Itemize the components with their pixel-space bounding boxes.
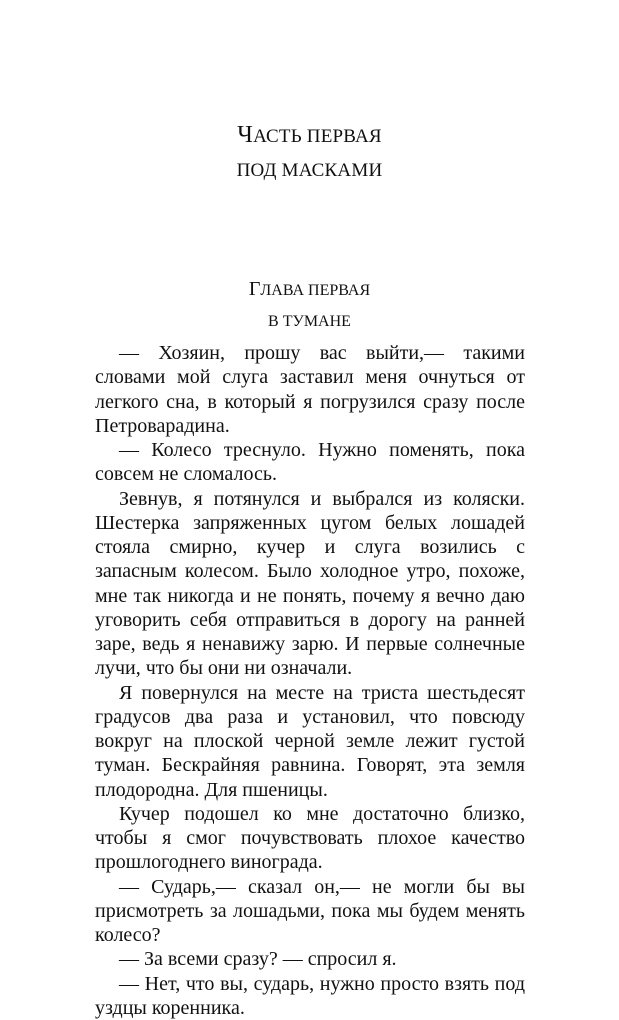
paragraph: — За всеми сразу? — спросил я.: [95, 947, 525, 971]
chapter-title-initial: Г: [249, 278, 261, 300]
part-heading: [0, 118, 619, 188]
chapter-subtitle: В ТУМАНЕ: [0, 306, 619, 337]
paragraph: Зевнув, я потянулся и выбрался из коляски. Шестерка запряженных цугом белых лошадей стояла смирно, кучер и слуга возились с запасным колесом. Было холодное утро, похоже, мне так никогда и не понять, почему я вечно даю уговорить себя отправиться в дорогу на ранней заре, ведь я ненавижу зарю. И первые солнечные лучи, что бы они ни означали.: [95, 487, 525, 681]
chapter-title: [0, 274, 619, 306]
paragraph: — Нет, что вы, сударь, нужно просто взять под уздцы коренника.: [95, 972, 525, 1020]
paragraph: — Колесо треснуло. Нужно поменять, пока совсем не сломалось.: [95, 438, 525, 487]
chapter-title-rest: ЛАВА ПЕРВАЯ: [260, 282, 370, 299]
part-title-initial: Ч: [237, 122, 253, 148]
paragraph: Кучер подошел ко мне достаточно близко, чтобы я смог почувствовать плохое качество прошлогоднего винограда.: [95, 802, 525, 875]
paragraph: — Сударь,— сказал он,— не могли бы вы присмотреть за лошадьми, пока мы будем менять колесо?: [95, 875, 525, 948]
chapter-body: [95, 341, 525, 1020]
part-subtitle: ПОД МАСКАМИ: [0, 154, 619, 188]
paragraph: Я повернулся на месте на триста шестьдесят градусов два раза и установил, что повсюду вокруг на плоской черной земле лежит густой туман. Бескрайняя равнина. Говорят, эта земля плодородна. Для пшеницы.: [95, 681, 525, 802]
part-title: [0, 118, 619, 154]
chapter-heading: [0, 274, 619, 337]
paragraph: — Хозяин, прошу вас выйти,— такими словами мой слуга заставил меня очнуться от легкого сна, в который я погрузился сразу после Петроварадина.: [95, 341, 525, 438]
part-title-rest: АСТЬ ПЕРВАЯ: [253, 126, 382, 147]
